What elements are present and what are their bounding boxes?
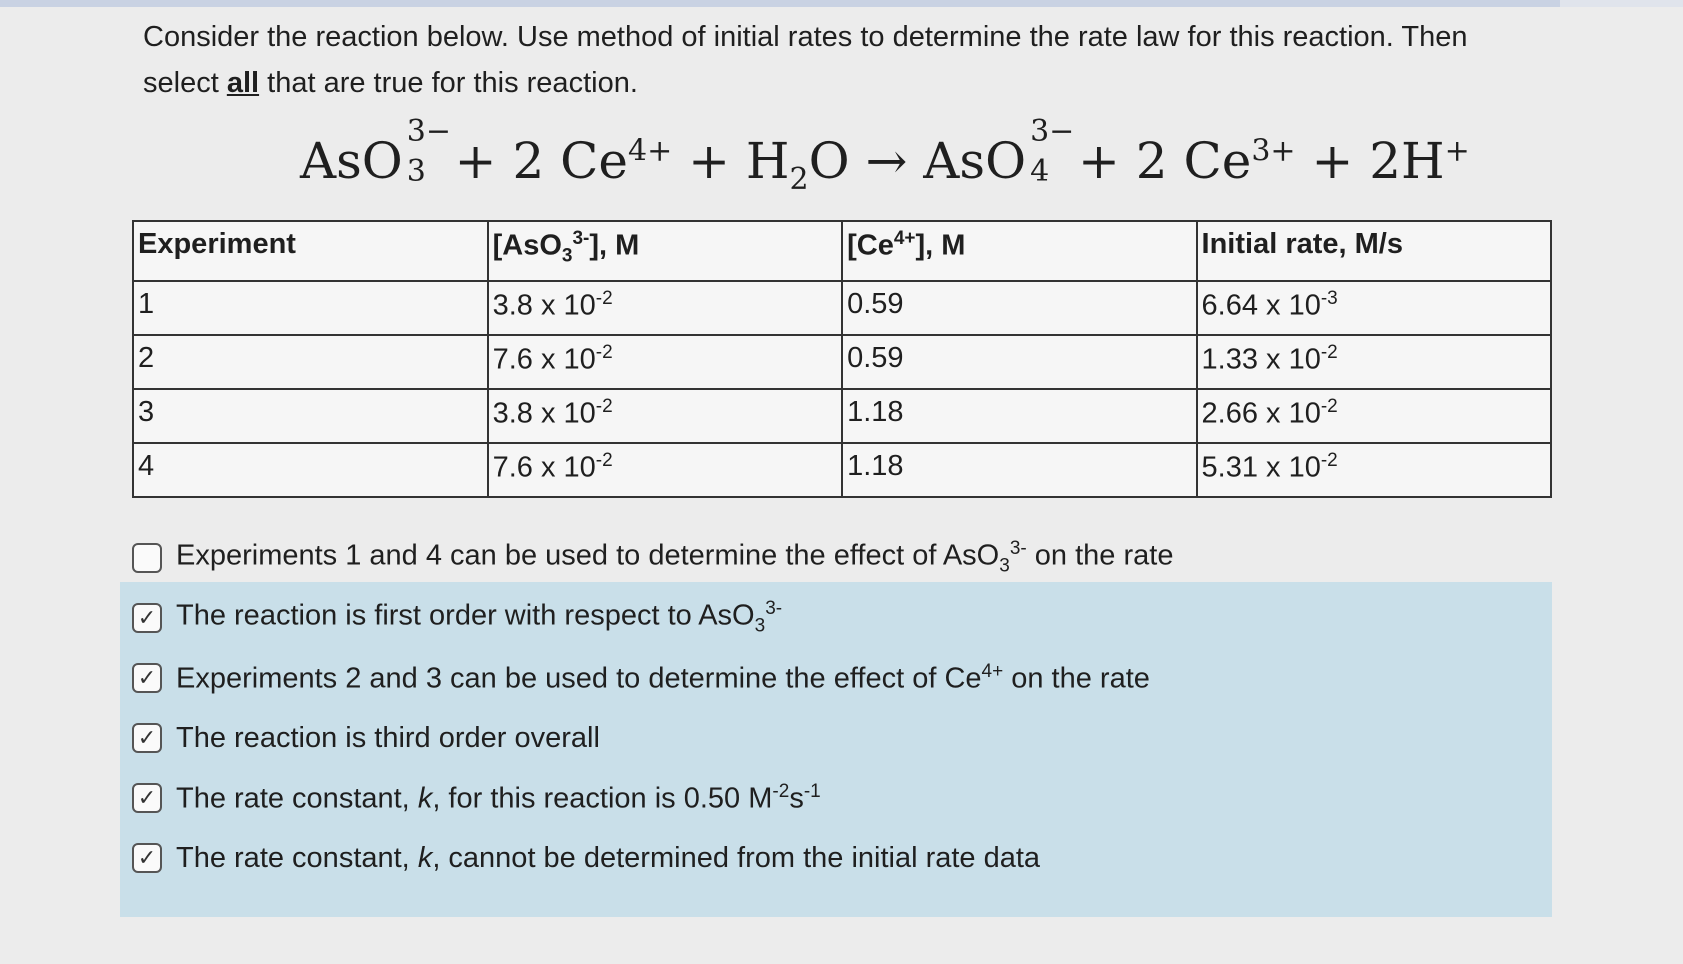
check-icon: ✓: [137, 665, 157, 690]
option-4[interactable]: [132, 708, 1532, 768]
option-text: Experiments 1 and 4 can be used to determine the effect of AsO: [176, 539, 1000, 572]
option-text: , for this reaction is 0.50 M: [432, 782, 773, 815]
cell-aso3: [488, 389, 843, 443]
checkbox-option-1[interactable]: [132, 543, 162, 573]
initial-rates-table: [132, 220, 1552, 498]
option-text: on the rate: [1003, 662, 1150, 695]
cell-exp: -2: [595, 342, 613, 363]
eq-hydrogen: + 2H: [1295, 132, 1445, 190]
top-bar-accent: [0, 0, 1560, 7]
checkbox-option-2[interactable]: [132, 603, 162, 633]
question-text-part: that are true for this reaction.: [259, 67, 638, 99]
eq-arsenate-indices: [1026, 114, 1075, 189]
option-label: [176, 538, 1173, 577]
check-icon: ✓: [137, 725, 157, 750]
cell-aso3: [488, 443, 843, 497]
header-experiment: Experiment: [133, 221, 488, 281]
eq-sup: 3+: [1251, 133, 1296, 169]
checkbox-option-3[interactable]: [132, 663, 162, 693]
eq-cerium-iv: + 2 Ce: [438, 132, 628, 190]
option-6[interactable]: [132, 828, 1532, 888]
option-text: The reaction is first order with respect to AsO: [176, 599, 755, 632]
option-2[interactable]: [132, 588, 1532, 648]
cell-base: 7.6 x 10: [492, 451, 596, 484]
table-row: [133, 443, 1551, 497]
eq-oxygen: O: [808, 132, 850, 190]
option-sup: -1: [803, 780, 821, 802]
cell-rate: [1197, 443, 1551, 497]
header-sup: 3-: [572, 228, 590, 249]
option-sub: 3: [999, 555, 1010, 577]
option-sup: -2: [772, 780, 790, 802]
header-rate: Initial rate, M/s: [1197, 221, 1551, 281]
eq-sup: +: [1444, 133, 1470, 169]
cell-base: 1.33 x 10: [1201, 343, 1321, 376]
option-italic-k: k: [417, 841, 433, 874]
cell-ce: 1.18: [842, 389, 1196, 443]
table-header-row: [133, 221, 1551, 281]
cell-exp: -2: [595, 450, 613, 471]
cell-aso3: [488, 335, 843, 389]
eq-sub: 3: [406, 154, 426, 189]
option-3[interactable]: [132, 648, 1532, 708]
option-text: Experiments 2 and 3 can be used to determine the effect of Ce: [176, 662, 982, 695]
eq-arsenate: → AsO: [849, 132, 1027, 190]
cell-ce: 1.18: [842, 443, 1196, 497]
top-bar: [0, 0, 1683, 7]
option-text: on the rate: [1026, 539, 1174, 572]
cell-aso3: [488, 281, 843, 335]
check-icon: ✓: [137, 845, 157, 870]
cell-base: 3.8 x 10: [492, 397, 596, 430]
option-text: The rate constant,: [176, 841, 418, 874]
question-emphasis: all: [226, 67, 260, 99]
option-sup: 3-: [1009, 538, 1027, 560]
header-text: [AsO: [492, 229, 562, 262]
header-sub: 3: [561, 245, 573, 267]
check-icon: ✓: [137, 605, 157, 630]
cell-experiment: 3: [133, 389, 488, 443]
header-text: ], M: [589, 229, 640, 262]
header-ce: [842, 221, 1196, 281]
eq-sub: 2: [789, 162, 809, 197]
reaction-equation: [300, 114, 1500, 197]
option-text: , cannot be determined from the initial rate data: [432, 841, 1041, 874]
option-text: The rate constant,: [176, 782, 418, 815]
eq-water: + H: [672, 132, 790, 190]
option-label: [176, 598, 782, 637]
cell-base: 5.31 x 10: [1201, 451, 1321, 484]
option-label: The reaction is third order overall: [176, 721, 600, 754]
cell-experiment: 1: [133, 281, 488, 335]
cell-experiment: 2: [133, 335, 488, 389]
option-label: [176, 842, 1040, 875]
option-label: [176, 781, 821, 816]
cell-exp: -2: [595, 396, 613, 417]
cell-exp: -2: [1320, 396, 1338, 417]
cell-exp: -2: [1320, 342, 1338, 363]
eq-sub: 4: [1030, 154, 1050, 189]
question-text-part: Consider the reaction below. Use method of initial rates to determine the rate law for this reaction. Then select: [143, 21, 1468, 99]
cell-ce: 0.59: [842, 335, 1196, 389]
option-sup: 4+: [981, 660, 1004, 682]
check-icon: ✓: [137, 785, 157, 810]
cell-exp: -2: [595, 288, 613, 309]
cell-base: 2.66 x 10: [1201, 397, 1321, 430]
cell-base: 6.64 x 10: [1201, 289, 1321, 322]
cell-experiment: 4: [133, 443, 488, 497]
option-1[interactable]: [132, 528, 1532, 588]
option-label: [176, 661, 1150, 696]
answer-options: [132, 528, 1532, 888]
header-text: [Ce: [847, 229, 894, 262]
header-aso3: [488, 221, 843, 281]
cell-rate: [1197, 281, 1551, 335]
table-row: [133, 335, 1551, 389]
header-sup: 4+: [893, 228, 916, 249]
cell-rate: [1197, 335, 1551, 389]
cell-base: 3.8 x 10: [492, 289, 596, 322]
eq-cerium-iii: + 2 Ce: [1062, 132, 1252, 190]
table-row: [133, 281, 1551, 335]
option-italic-k: k: [417, 782, 433, 815]
header-text: ], M: [915, 229, 966, 262]
eq-arsenite: AsO: [300, 132, 403, 190]
eq-sup: 4+: [628, 133, 673, 169]
option-sup: 3-: [765, 598, 783, 620]
eq-arsenite-indices: [403, 114, 451, 189]
checkbox-option-6[interactable]: [132, 843, 162, 873]
checkbox-option-5[interactable]: [132, 783, 162, 813]
eq-sup: 3−: [1030, 114, 1075, 149]
option-text: s: [789, 782, 804, 815]
cell-rate: [1197, 389, 1551, 443]
table-row: [133, 389, 1551, 443]
checkbox-option-4[interactable]: [132, 723, 162, 753]
cell-ce: 0.59: [842, 281, 1196, 335]
cell-exp: -3: [1320, 288, 1338, 309]
cell-exp: -2: [1320, 450, 1338, 471]
option-sub: 3: [754, 615, 766, 637]
option-5[interactable]: [132, 768, 1532, 828]
cell-base: 7.6 x 10: [492, 343, 596, 376]
question-text: [143, 14, 1543, 106]
eq-sup: 3−: [406, 114, 451, 149]
